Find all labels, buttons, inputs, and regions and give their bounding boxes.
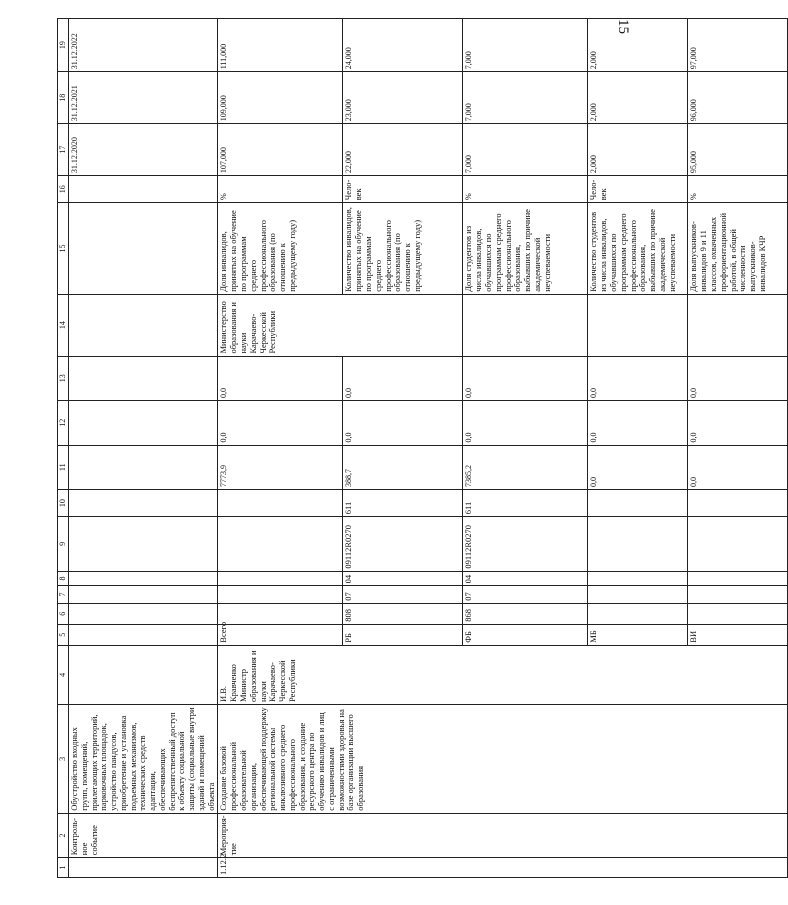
cell	[688, 517, 788, 571]
cell	[588, 586, 688, 603]
expense-type: 611	[463, 490, 588, 517]
col-num-19: 19	[58, 19, 69, 72]
indicator-value-2021: 96,000	[688, 72, 788, 124]
col-num-3: 3	[58, 705, 69, 814]
amount-2020: 0,0	[588, 445, 688, 489]
cell	[69, 445, 218, 489]
col-num-10: 10	[58, 490, 69, 517]
indicator-value-2020: 2,000	[588, 124, 688, 176]
indicator-name: Доля студентов из числа инвалидов, обучавшихся по программам среднего профессионального образования, выбывших по причине академической неуспеваемости	[463, 203, 588, 294]
subsection-code: 04	[463, 571, 588, 586]
col-num-7: 7	[58, 586, 69, 603]
indicator-unit: %	[218, 176, 343, 203]
col-num-13: 13	[58, 356, 69, 400]
indicator-value-2022: 111,000	[218, 19, 343, 72]
col-num-1: 1	[58, 858, 69, 878]
amount-2022: 0,0	[588, 356, 688, 400]
cell	[588, 294, 688, 356]
col-num-11: 11	[58, 445, 69, 489]
indicator-value-2021: 23,000	[343, 72, 463, 124]
col-num-18: 18	[58, 72, 69, 124]
amount-2022: 0,0	[463, 356, 588, 400]
indicator-name: Доля выпускников-инвалидов 9 и 11 классов, охваченных профориентационной работой, в общей численности выпускников-инвалидов КЧР	[688, 203, 788, 294]
cell	[688, 490, 788, 517]
col-num-16: 16	[58, 176, 69, 203]
cell	[218, 517, 343, 571]
page-number: 15	[615, 19, 631, 34]
target-article: 09112R0270	[343, 517, 463, 571]
cell	[69, 603, 218, 624]
amount-2020: 7385,2	[463, 445, 588, 489]
cell	[218, 571, 343, 586]
grbs-code: 868	[463, 603, 588, 624]
amount-2021: 0,0	[463, 401, 588, 445]
indicator-value-2020: 7,000	[463, 124, 588, 176]
rotated-table-wrapper	[57, 18, 767, 878]
indicator-value-2020: 107,000	[218, 124, 343, 176]
column-number-row	[58, 19, 69, 878]
cell	[218, 586, 343, 603]
target-article: 09112R0270	[463, 517, 588, 571]
col-num-5: 5	[58, 624, 69, 645]
funding-source: МБ	[588, 624, 688, 645]
amount-2021: 0,0	[588, 401, 688, 445]
section-code: 07	[463, 586, 588, 603]
event-total-row	[218, 19, 343, 878]
date-2020: 31.12.2020	[69, 124, 218, 176]
cell	[69, 645, 218, 704]
amount-2020: 0,0	[688, 445, 788, 489]
responsible-person: И.В. Кравченко Министр образования и науки Карачаево-Черкесской Республики	[218, 645, 788, 704]
cell	[69, 586, 218, 603]
cell	[588, 517, 688, 571]
col-num-8: 8	[58, 571, 69, 586]
amount-2021: 0,0	[343, 401, 463, 445]
control-event-label: Контроль-ное событие	[69, 813, 218, 857]
cell	[463, 294, 588, 356]
cell	[69, 624, 218, 645]
cell	[69, 203, 218, 294]
amount-2020: 7773,9	[218, 445, 343, 489]
cell	[688, 603, 788, 624]
amount-2021: 0,0	[688, 401, 788, 445]
cell	[588, 571, 688, 586]
date-2021: 31.12.2021	[69, 72, 218, 124]
indicator-value-2020: 95,000	[688, 124, 788, 176]
cell	[69, 176, 218, 203]
indicator-unit: Чело-век	[588, 176, 688, 203]
col-num-2: 2	[58, 813, 69, 857]
indicator-unit: Чело-век	[343, 176, 463, 203]
cell	[588, 490, 688, 517]
col-num-14: 14	[58, 294, 69, 356]
cell	[688, 571, 788, 586]
cell	[218, 603, 343, 624]
cell	[69, 858, 218, 878]
cell	[69, 490, 218, 517]
cell	[69, 401, 218, 445]
executor: Министерство образования и науки Карачаево-Черкесской Республики	[218, 294, 463, 356]
funding-source: Всего	[218, 624, 343, 645]
amount-2022: 0,0	[343, 356, 463, 400]
grbs-code: 808	[343, 603, 463, 624]
indicator-name: Количество инвалидов, принятых на обучение по программам среднего профессионального образования (по отношению к предыдущему году)	[343, 203, 463, 294]
cell	[688, 586, 788, 603]
event-number: 1.12.2	[218, 858, 788, 878]
col-num-4: 4	[58, 645, 69, 704]
indicator-name: Доля инвалидов, принятых на обучение по программам среднего профессионального образования (по отношению к предыдущему году)	[218, 203, 343, 294]
section-code: 07	[343, 586, 463, 603]
amount-2022: 0,0	[688, 356, 788, 400]
control-event-description: Обустройство входных групп, помещений, прилегающих территорий, парковочных площадок, устройство пандусов, приобретение и установка подъемных механизмов, технических средств адаптации, обеспечивающих беспрепятственный доступ к объекту социальной защиты (социальные внутри зданий и помещений объекта	[69, 705, 218, 814]
program-table	[57, 18, 788, 878]
funding-source: РБ	[343, 624, 463, 645]
col-num-6: 6	[58, 603, 69, 624]
cell	[69, 571, 218, 586]
date-2022: 31.12.2022	[69, 19, 218, 72]
cell	[69, 294, 218, 356]
indicator-value-2020: 22,000	[343, 124, 463, 176]
indicator-value-2021: 109,000	[218, 72, 343, 124]
cell	[688, 294, 788, 356]
amount-2020: 388,7	[343, 445, 463, 489]
indicator-value-2021: 7,000	[463, 72, 588, 124]
indicator-value-2021: 2,000	[588, 72, 688, 124]
cell	[69, 517, 218, 571]
indicator-value-2022: 7,000	[463, 19, 588, 72]
funding-source: ВИ	[688, 624, 788, 645]
subsection-code: 04	[343, 571, 463, 586]
cell	[588, 603, 688, 624]
control-event-row	[69, 19, 218, 878]
indicator-value-2022: 24,000	[343, 19, 463, 72]
indicator-unit: %	[463, 176, 588, 203]
funding-source: ФБ	[463, 624, 588, 645]
indicator-name: Количество студентов из числа инвалидов, обучавшихся по программам среднего профессионального образования, выбывших по причине академической неуспеваемости	[588, 203, 688, 294]
indicator-value-2022: 2,000	[588, 19, 688, 72]
cell	[218, 490, 343, 517]
col-num-15: 15	[58, 203, 69, 294]
event-description: Создание базовой профессиональной образовательной организации, обеспечивающей поддержку региональной системы инклюзивного среднего профессионального образования, и создание ресурсного центра по обучению инвалидов и лиц с ограниченными возможностями здоровья на базе организации высшего образования	[218, 705, 788, 814]
col-num-17: 17	[58, 124, 69, 176]
indicator-value-2022: 97,000	[688, 19, 788, 72]
col-num-9: 9	[58, 517, 69, 571]
indicator-unit: %	[688, 176, 788, 203]
amount-2021: 0,0	[218, 401, 343, 445]
expense-type: 611	[343, 490, 463, 517]
cell	[69, 356, 218, 400]
col-num-12: 12	[58, 401, 69, 445]
amount-2022: 0,0	[218, 356, 343, 400]
event-label: Мероприя-тие	[218, 813, 788, 857]
